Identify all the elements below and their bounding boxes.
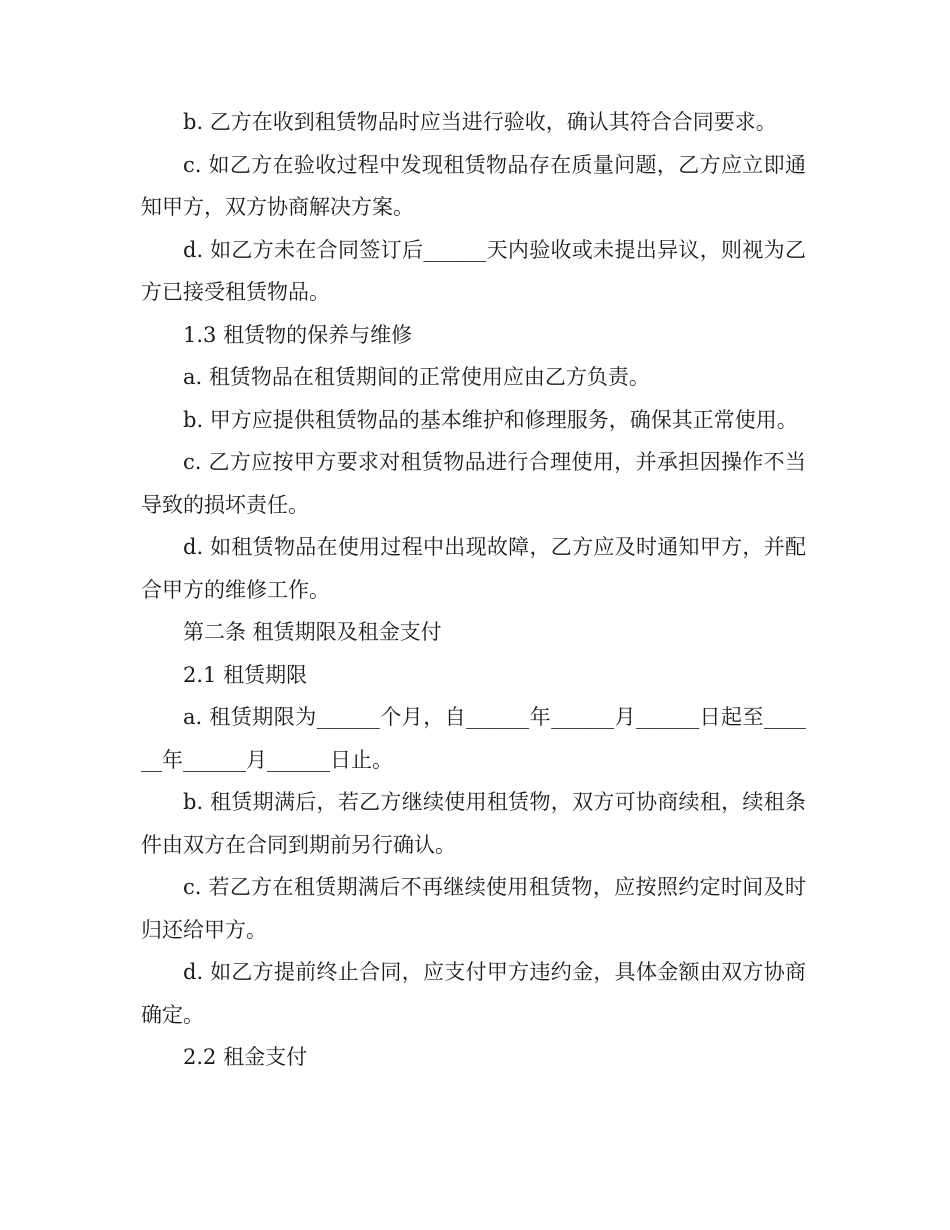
section-heading-1-3: 1.3 租赁物的保养与维修 bbox=[183, 322, 413, 347]
section-heading-2-2: 2.2 租金支付 bbox=[183, 1045, 308, 1069]
paragraph-2-1-c: c. 若乙方在租赁期满后不再继续使用租赁物，应按照约定时间及时归还给甲方。 bbox=[141, 875, 806, 942]
document-body bbox=[141, 101, 806, 1079]
paragraph-1-3-b: b. 甲方应提供租赁物品的基本维护和修理服务，确保其正常使用。 bbox=[183, 407, 798, 432]
paragraph-1-3-a: a. 租赁物品在租赁期间的正常使用应由乙方负责。 bbox=[183, 365, 650, 389]
paragraph-1-2-d: d. 如乙方未在合同签订后______天内验收或未提出异议，则视为乙方已接受租赁物品。 bbox=[141, 237, 806, 304]
paragraph-2-1-d: d. 如乙方提前终止合同，应支付甲方违约金，具体金额由双方协商确定。 bbox=[141, 960, 806, 1027]
paragraph-2-1-a: a. 租赁期限为______个月，自______年______月______日起至______年______月______日止。 bbox=[141, 705, 806, 772]
paragraph-1-3-d: d. 如租赁物品在使用过程中出现故障，乙方应及时通知甲方，并配合甲方的维修工作。 bbox=[141, 535, 806, 602]
paragraph-2-1-b: b. 租赁期满后，若乙方继续使用租赁物，双方可协商续租，续租条件由双方在合同到期前另行确认。 bbox=[141, 790, 806, 857]
paragraph-1-2-c: c. 如乙方在验收过程中发现租赁物品存在质量问题，乙方应立即通知甲方，双方协商解决方案。 bbox=[141, 152, 806, 219]
paragraph-1-3-c: c. 乙方应按甲方要求对租赁物品进行合理使用，并承担因操作不当导致的损坏责任。 bbox=[141, 450, 806, 517]
section-heading-2-1: 2.1 租赁期限 bbox=[183, 662, 308, 687]
article-heading-2: 第二条 租赁期限及租金支付 bbox=[183, 620, 442, 644]
paragraph-1-2-b: b. 乙方在收到租赁物品时应当进行验收，确认其符合合同要求。 bbox=[183, 110, 777, 134]
